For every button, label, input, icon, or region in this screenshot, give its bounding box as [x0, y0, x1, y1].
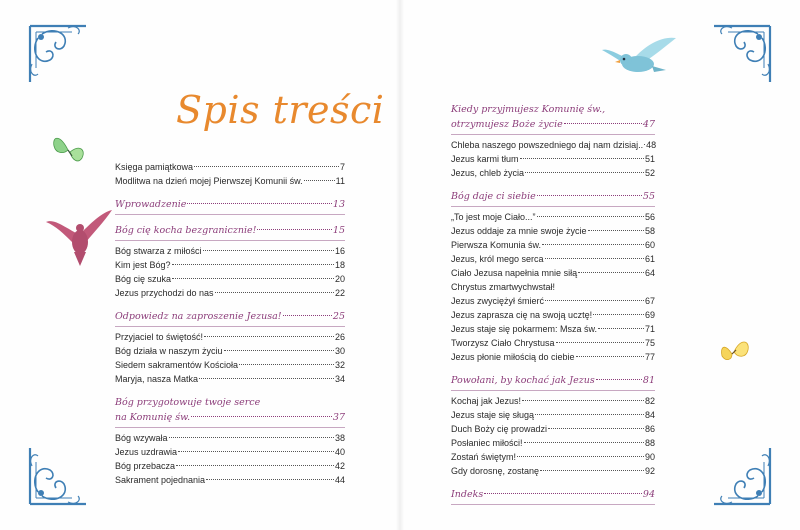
toc-entry-title: Bóg przebacza: [115, 461, 176, 471]
leader-dots: [535, 414, 644, 415]
toc-entry-title: Chleba naszego powszedniego daj nam dzisiaj..: [451, 140, 644, 150]
toc-entry-title: Zostań świętym!: [451, 452, 517, 462]
toc-entry-title: Jezus karmi tłum: [451, 154, 519, 164]
toc-entry[interactable]: [451, 436, 655, 450]
yellow-butterfly-icon: [718, 334, 752, 368]
toc-section-heading[interactable]: [115, 410, 345, 425]
toc-entry[interactable]: [451, 166, 655, 180]
leader-dots: [169, 437, 334, 438]
toc-entry[interactable]: [451, 138, 655, 152]
toc-entry-title: Kochaj jak Jezus!: [451, 396, 522, 406]
leader-dots: [176, 465, 334, 466]
toc-entry[interactable]: [115, 272, 345, 286]
toc-section-heading[interactable]: [451, 373, 655, 388]
leader-dots: [556, 342, 644, 343]
toc-entry[interactable]: [451, 280, 655, 294]
toc-entry-page: 90: [644, 452, 655, 462]
toc-entry[interactable]: [115, 330, 345, 344]
toc-section-heading[interactable]: [115, 309, 345, 324]
leader-dots: [239, 364, 334, 365]
toc-entry-title: Ciało Jezusa napełnia mnie siłą: [451, 268, 578, 278]
toc-entry[interactable]: [115, 358, 345, 372]
toc-entry[interactable]: [451, 464, 655, 478]
toc-entry[interactable]: [451, 394, 655, 408]
toc-entry-title: Maryja, nasza Matka: [115, 374, 199, 384]
toc-section-page: 13: [332, 199, 345, 210]
toc-section-heading[interactable]: [115, 223, 345, 238]
leader-dots: [304, 180, 335, 181]
toc-entry-title: Jezus zaprasza cię na swoją ucztę!: [451, 310, 593, 320]
toc-entry-page: 48: [646, 140, 657, 150]
toc-section-page: 25: [332, 311, 345, 322]
toc-entry-page: 61: [644, 254, 655, 264]
toc-section-page: 55: [642, 191, 655, 202]
toc-entry-page: 64: [644, 268, 655, 278]
toc-entry[interactable]: [451, 210, 655, 224]
leader-dots: [593, 314, 644, 315]
toc-entry-page: 40: [334, 447, 345, 457]
toc-entry-page: 67: [644, 296, 655, 306]
toc-section-page: 81: [642, 375, 655, 386]
leader-dots: [203, 250, 334, 251]
toc-entry-title: Jezus płonie miłością do ciebie: [451, 352, 575, 362]
toc-entry-page: 52: [644, 168, 655, 178]
toc-entry[interactable]: [115, 473, 345, 487]
toc-entry-page: 38: [334, 433, 345, 443]
leader-dots: [537, 195, 642, 196]
toc-entry[interactable]: [451, 308, 655, 322]
toc-entry[interactable]: [451, 450, 655, 464]
toc-entry[interactable]: [451, 336, 655, 350]
toc-entry[interactable]: [451, 238, 655, 252]
toc-entry-title: Bóg działa w naszym życiu: [115, 346, 223, 356]
toc-entry-title: Jezus staje się sługą: [451, 410, 535, 420]
toc-entry[interactable]: [451, 224, 655, 238]
toc-section-heading[interactable]: [451, 117, 655, 132]
leader-dots: [588, 230, 644, 231]
toc-entry[interactable]: [451, 422, 655, 436]
toc-entry-title: Gdy dorosnę, zostanę: [451, 466, 540, 476]
leader-dots: [172, 264, 334, 265]
section-divider: [115, 427, 345, 428]
leader-dots: [194, 166, 339, 167]
toc-entry-page: 77: [644, 352, 655, 362]
section-divider: [115, 326, 345, 327]
toc-entry-page: 75: [644, 338, 655, 348]
leader-dots: [542, 244, 644, 245]
section-divider: [451, 134, 655, 135]
toc-entry[interactable]: [451, 322, 655, 336]
corner-ornament-icon: [30, 448, 86, 504]
toc-entry-title: Bóg stwarza z miłości: [115, 246, 202, 256]
toc-entry-title: Pierwsza Komunia św.: [451, 240, 542, 250]
leader-dots: [525, 172, 644, 173]
toc-entry[interactable]: [115, 445, 345, 459]
toc-entry-page: 26: [334, 332, 345, 342]
page-title: Spis treści: [176, 88, 385, 132]
toc-entry[interactable]: [115, 258, 345, 272]
toc-entry-title: Modlitwa na dzień mojej Pierwszej Komunii św.: [115, 176, 303, 186]
toc-section-title: Bóg cię kocha bezgranicznie!: [115, 225, 257, 236]
leader-dots: [215, 292, 334, 293]
toc-entry[interactable]: [115, 344, 345, 358]
toc-entry-title: Siedem sakramentów Kościoła: [115, 360, 239, 370]
toc-entry-title: Jezus przychodzi do nas: [115, 288, 214, 298]
leader-dots: [484, 493, 642, 494]
leader-dots: [517, 456, 644, 457]
section-divider: [451, 390, 655, 391]
leader-dots: [172, 278, 334, 279]
toc-entry-title: Bóg cię szuka: [115, 274, 172, 284]
toc-entry-page: 16: [334, 246, 345, 256]
section-divider: [451, 206, 655, 207]
toc-section-title: Wprowadzenie: [115, 199, 187, 210]
leader-dots: [564, 123, 642, 124]
toc-entry[interactable]: [451, 294, 655, 308]
toc-section-title: Bóg daje ci siebie: [451, 191, 536, 202]
toc-section-title: otrzymujesz Boże życie: [451, 119, 563, 130]
toc-section-title-line: Kiedy przyjmujesz Komunię św.,: [451, 104, 606, 115]
toc-entry[interactable]: [451, 408, 655, 422]
toc-entry-page: 30: [334, 346, 345, 356]
leader-dots: [178, 451, 334, 452]
toc-entry-title: Jezus staje się pokarmem: Msza św.: [451, 324, 598, 334]
leader-dots: [537, 216, 644, 217]
toc-entry-title: Tworzysz Ciało Chrystusa: [451, 338, 555, 348]
toc-entry[interactable]: [451, 152, 655, 166]
toc-entry-page: 20: [334, 274, 345, 284]
toc-entry-page: 42: [334, 461, 345, 471]
corner-ornament-icon: [714, 448, 770, 504]
toc-section-heading[interactable]: [115, 197, 345, 212]
toc-entry-title: Duch Boży cię prowadzi: [451, 424, 548, 434]
toc-entry-page: 86: [644, 424, 655, 434]
section-divider: [115, 214, 345, 215]
toc-entry-title: Chrystus zmartwychwstał!: [451, 282, 556, 292]
leader-dots: [257, 229, 331, 230]
toc-entry[interactable]: [115, 160, 345, 174]
toc-entry-page: 7: [339, 162, 345, 172]
leader-dots: [520, 158, 644, 159]
leader-dots: [548, 428, 644, 429]
toc-entry-page: 58: [644, 226, 655, 236]
leader-dots: [206, 479, 334, 480]
leader-dots: [283, 315, 332, 316]
section-divider: [115, 240, 345, 241]
leader-dots: [204, 336, 334, 337]
blue-bird-icon: [600, 30, 680, 82]
toc-entry-title: Przyjaciel to świętość!: [115, 332, 204, 342]
toc-section-page: 37: [332, 412, 345, 423]
leader-dots: [187, 203, 332, 204]
leader-dots: [199, 378, 334, 379]
toc-entry-title: Jezus uzdrawia: [115, 447, 178, 457]
toc-section-title: na Komunię św.: [115, 412, 191, 423]
leader-dots: [545, 258, 644, 259]
toc-section-page: 47: [642, 119, 655, 130]
toc-section-title: Powołani, by kochać jak Jezus: [451, 375, 595, 386]
toc-entry-page: 84: [644, 410, 655, 420]
toc-entry-page: 32: [334, 360, 345, 370]
toc-entry-page: 71: [644, 324, 655, 334]
toc-section-title: Indeks: [451, 489, 484, 500]
leader-dots: [191, 416, 332, 417]
leader-dots: [524, 442, 644, 443]
toc-entry-page: 44: [334, 475, 345, 485]
toc-entry-page: 82: [644, 396, 655, 406]
toc-entry-title: Bóg wzywała: [115, 433, 168, 443]
toc-entry[interactable]: [115, 244, 345, 258]
corner-ornament-icon: [714, 26, 770, 82]
toc-entry[interactable]: [451, 266, 655, 280]
corner-ornament-icon: [30, 26, 86, 82]
toc-entry[interactable]: [451, 252, 655, 266]
leader-dots: [578, 272, 644, 273]
toc-right-column: [451, 102, 655, 508]
toc-left-column: [115, 160, 345, 487]
toc-entry[interactable]: [115, 174, 345, 188]
green-butterfly-icon: [50, 130, 88, 166]
toc-section-heading[interactable]: [451, 189, 655, 204]
toc-section-title: Odpowiedz na zaproszenie Jezusa!: [115, 311, 282, 322]
toc-entry-title: Sakrament pojednania: [115, 475, 206, 485]
leader-dots: [545, 300, 644, 301]
toc-section-heading[interactable]: [451, 487, 655, 502]
leader-dots: [224, 350, 334, 351]
toc-entry-title: Jezus, król mego serca: [451, 254, 544, 264]
toc-entry-page: 69: [644, 310, 655, 320]
toc-section-page: 15: [332, 225, 345, 236]
toc-entry-page: 56: [644, 212, 655, 222]
leader-dots: [540, 470, 644, 471]
toc-entry[interactable]: [115, 459, 345, 473]
toc-entry[interactable]: [451, 350, 655, 364]
leader-dots: [522, 400, 644, 401]
toc-entry-page: 92: [644, 466, 655, 476]
toc-entry-title: Jezus oddaje za mnie swoje życie: [451, 226, 587, 236]
toc-section-page: 94: [642, 489, 655, 500]
toc-entry-title: Jezus zwyciężył śmierć: [451, 296, 545, 306]
toc-entry-page: 22: [334, 288, 345, 298]
toc-entry-title: Jezus, chleb życia: [451, 168, 525, 178]
toc-entry-page: 34: [334, 374, 345, 384]
leader-dots: [596, 379, 642, 380]
toc-entry-title: Posłaniec miłości!: [451, 438, 523, 448]
toc-entry-page: 88: [644, 438, 655, 448]
toc-entry-title: Kim jest Bóg?: [115, 260, 171, 270]
toc-entry-page: 51: [644, 154, 655, 164]
leader-dots: [598, 328, 644, 329]
toc-entry[interactable]: [115, 372, 345, 386]
toc-entry[interactable]: [115, 286, 345, 300]
toc-entry-page: 18: [334, 260, 345, 270]
toc-entry-page: 60: [644, 240, 655, 250]
pink-bird-icon: [44, 204, 114, 270]
toc-section-title-line: Bóg przygotowuje twoje serce: [115, 397, 261, 408]
leader-dots: [644, 144, 645, 145]
leader-dots: [576, 356, 644, 357]
toc-entry-page: 11: [335, 176, 345, 186]
toc-entry-title: Księga pamiątkowa: [115, 162, 194, 172]
toc-entry[interactable]: [115, 431, 345, 445]
section-divider: [451, 504, 655, 505]
toc-entry-title: „To jest moje Ciało...”: [451, 212, 536, 222]
